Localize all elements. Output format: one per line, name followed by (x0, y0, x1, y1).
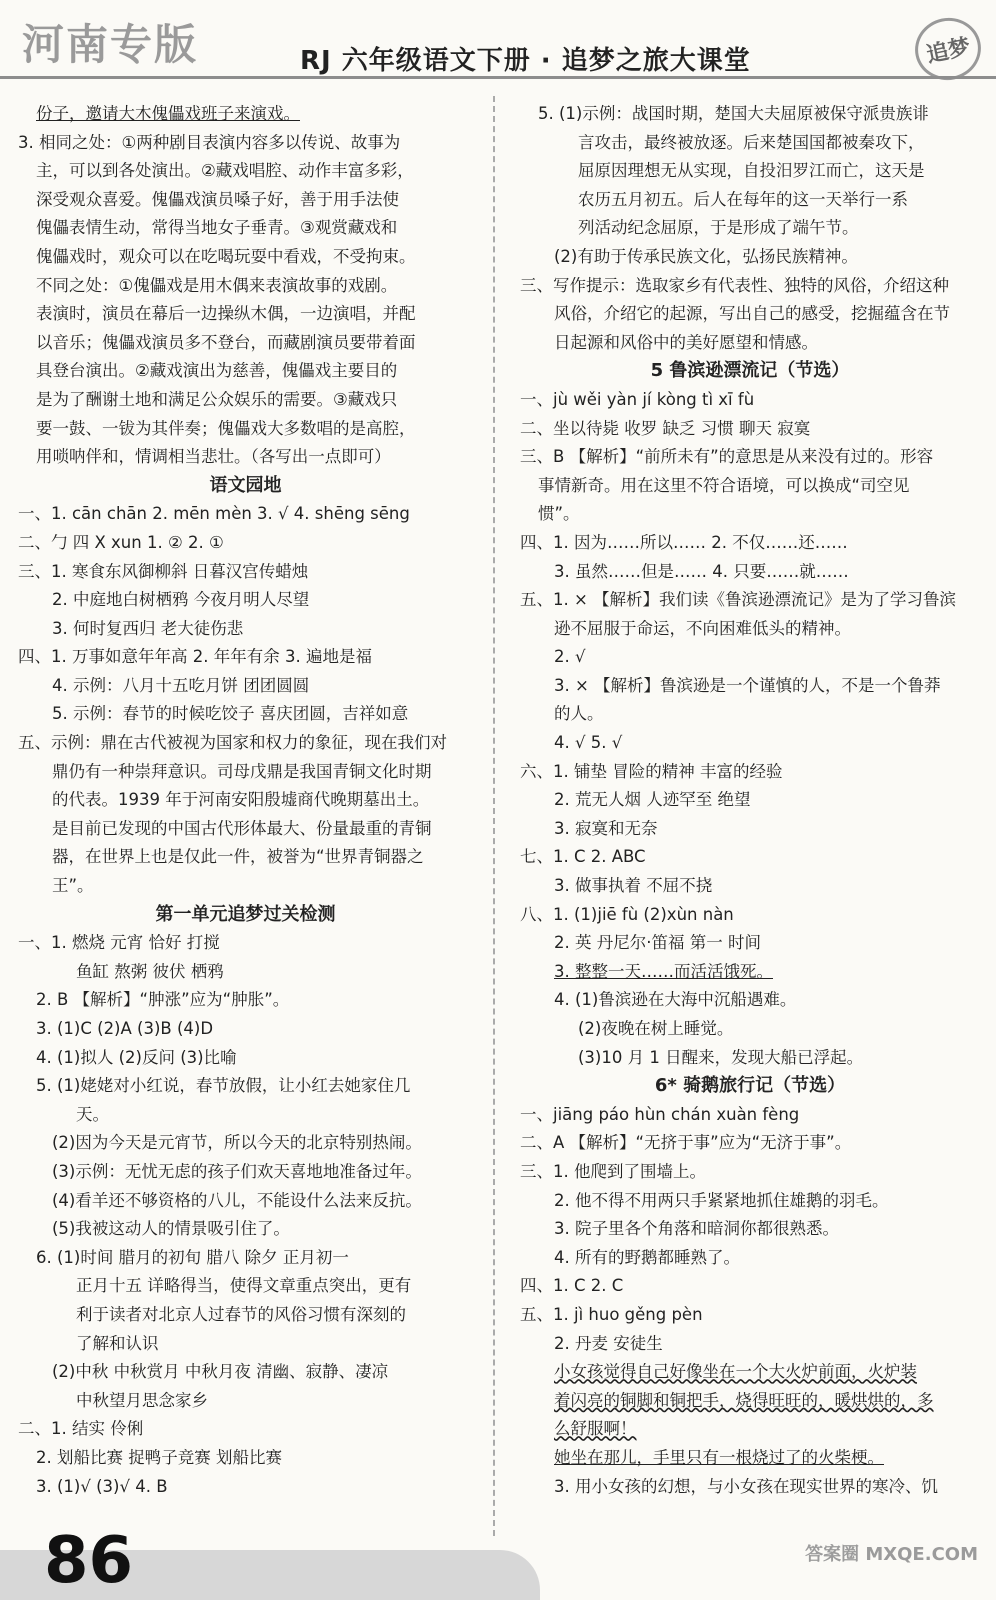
answer-line: 三、1. 他爬到了围墙上。 (520, 1161, 706, 1181)
answer-line: 是为了酬谢土地和满足公众娱乐的需要。③藏戏只 (36, 389, 398, 409)
answer-line: 4. √ 5. √ (554, 733, 623, 753)
answer-line: 5. 示例：春节的时候吃饺子 喜庆团圆，吉祥如意 (52, 704, 409, 724)
answer-line: 6. (1)时间 腊月的初旬 腊八 除夕 正月初一 (36, 1247, 349, 1267)
answer-line: (2)中秋 中秋赏月 中秋月夜 清幽、寂静、凄凉 (52, 1362, 389, 1382)
page-footer (0, 1524, 996, 1600)
answer-line: (4)看羊还不够资格的八儿，不能设什么法来反抗。 (52, 1190, 422, 1210)
answer-line: 2. 中庭地白树栖鸦 今夜月明人尽望 (52, 590, 310, 610)
answer-line: 表演时，演员在幕后一边操纵木偶，一边演唱，并配 (36, 304, 416, 324)
answer-line: 言攻击，最终被放逐。后来楚国国都被秦攻下， (578, 132, 925, 152)
answer-line: 王”。 (52, 876, 94, 896)
answer-line: 4. (1)鲁滨逊在大海中沉船遇难。 (554, 990, 797, 1010)
answer-line: 列活动纪念屈原，于是形成了端午节。 (578, 218, 859, 238)
answer-line: (2)因为今天是元宵节，所以今天的北京特别热闹。 (52, 1133, 422, 1153)
answer-line: 三、B 【解析】“前所未有”的意思是从来没有过的。形容 (520, 447, 934, 467)
answer-line: 2. 荒无人烟 人迹罕至 绝望 (554, 790, 751, 810)
answer-line: 五、1. jì huo gěng pèn (520, 1304, 703, 1324)
answer-line: 4. 示例：八月十五吃月饼 团团圆圆 (52, 675, 310, 695)
answer-line: 鱼缸 熬粥 彼伏 栖鸦 (76, 961, 224, 981)
edition-badge: 河南专版 (22, 20, 199, 69)
answer-line: 二、勹 四 X xun 1. ② 2. ① (18, 532, 224, 552)
answer-line: 3. (1)√ (3)√ 4. B (36, 1476, 168, 1496)
answer-line: 四、1. C 2. C (520, 1276, 624, 1296)
answer-line: 一、1. cān chān 2. mēn mèn 3. √ 4. shēng sēng (18, 504, 410, 524)
answer-line: 3. × 【解析】鲁滨逊是一个谨慎的人，不是一个鲁莽 (554, 675, 941, 695)
answer-line: 4. 所有的野鹅都睡熟了。 (554, 1247, 740, 1267)
answer-line: 要一鼓、一钹为其伴奏；傀儡戏大多数唱的是高腔， (36, 418, 416, 438)
answer-line: 用唢呐伴和，情调相当悲壮。（各写出一点即可） (36, 447, 391, 467)
answer-line: 器，在世界上也是仅此一件，被誉为“世界青铜器之 (52, 847, 424, 867)
answer-line: (3)10 月 1 日醒来，发现大船已浮起。 (578, 1047, 864, 1067)
answer-line: 小女孩觉得自己好像坐在一个大火炉前面，火炉装 (554, 1362, 917, 1382)
section-heading: 5 鲁滨逊漂流记（节选） (650, 360, 850, 382)
answer-line: 具登台演出。②藏戏演出为慈善，傀儡戏主要目的 (36, 361, 398, 381)
answer-line: 着闪亮的铜脚和铜把手，烧得旺旺的，暖烘烘的，多 (554, 1390, 934, 1410)
answer-line: 事情新奇。用在这里不符合语境，可以换成“司空见 (538, 475, 910, 495)
right-column (520, 100, 980, 1501)
section-heading: 语文园地 (209, 474, 282, 496)
answer-line: 是目前已发现的中国古代形体最大、份量最重的青铜 (52, 818, 432, 838)
answer-line: 日起源和风俗中的美好愿望和情感。 (554, 332, 818, 352)
answer-line: (3)示例：无忧无虑的孩子们欢天喜地地准备过年。 (52, 1161, 422, 1181)
answer-line: 2. 丹麦 安徒生 (554, 1333, 663, 1353)
answer-line: 六、1. 铺垫 冒险的精神 丰富的经验 (520, 761, 783, 781)
answer-line: 她坐在那儿，手里只有一根烧过了的火柴梗。 (554, 1447, 884, 1467)
watermark: 答案圈 MXQE.COM (805, 1544, 978, 1565)
book-title: RJ 六年级语文下册 · 追梦之旅大课堂 (300, 46, 751, 76)
answer-line: 以音乐；傀儡戏演员多不登台，而藏剧演员要带着面 (36, 332, 416, 352)
answer-line: 3. 何时复西归 老大徒伤悲 (52, 618, 244, 638)
answer-line: 5. (1)示例：战国时期，楚国大夫屈原被保守派贵族诽 (538, 104, 929, 123)
answer-line: (2)有助于传承民族文化，弘扬民族精神。 (554, 246, 858, 266)
answer-line: 逊不屈服于命运，不向困难低头的精神。 (554, 618, 851, 638)
page-header (0, 0, 996, 78)
answer-line: 二、A 【解析】“无挤于事”应为“无济于事”。 (520, 1133, 852, 1153)
answer-line: 四、1. 因为……所以…… 2. 不仅……还…… (520, 532, 848, 552)
answer-line: 不同之处：①傀儡戏是用木偶来表演故事的戏剧。 (36, 275, 398, 295)
answer-line: 中秋望月思念家乡 (76, 1390, 208, 1410)
answer-line: 八、1. (1)jiē fù (2)xùn nàn (520, 904, 734, 924)
answer-line: 五、1. × 【解析】我们读《鲁滨逊漂流记》是为了学习鲁滨 (520, 590, 957, 610)
answer-line: 3. (1)C (2)A (3)B (4)D (36, 1019, 214, 1038)
answer-line: 3. 寂寞和无奈 (554, 818, 658, 838)
answer-line: 的人。 (554, 704, 604, 724)
answer-line: 3. 相同之处：①两种剧目表演内容多以传说、故事为 (18, 132, 401, 152)
answer-line: (5)我被这动人的情景吸引住了。 (52, 1219, 290, 1239)
answer-line: 3. 院子里各个角落和暗洞你都很熟悉。 (554, 1219, 839, 1239)
answer-line: 傀儡戏时，观众可以在吃喝玩耍中看戏，不受拘束。 (36, 246, 416, 266)
answer-line: 风俗，介绍它的起源，写出自己的感受，挖掘蕴含在节 (554, 304, 950, 324)
answer-line: 了解和认识 (76, 1333, 159, 1353)
answer-line: 份子，邀请大木傀儡戏班子来演戏。 (36, 104, 300, 123)
answer-line: 2. B 【解析】“肿涨”应为“肿胀”。 (36, 990, 290, 1010)
answer-line: 三、1. 寒食东风御柳斜 日暮汉宫传蜡烛 (18, 561, 309, 581)
answer-line: 2. 英 丹尼尔·笛福 第一 时间 (554, 933, 761, 953)
answer-line: 2. 划船比赛 捉鸭子竞赛 划船比赛 (36, 1447, 282, 1467)
answer-line: 鼎仍有一种崇拜意识。司母戊鼎是我国青铜文化时期 (52, 761, 432, 781)
column-divider (493, 96, 495, 1536)
answer-line: 七、1. C 2. ABC (520, 847, 646, 867)
answer-line: (2)夜晚在树上睡觉。 (578, 1019, 734, 1038)
answer-line: 2. 他不得不用两只手紧紧地抓住雄鹅的羽毛。 (554, 1190, 889, 1210)
answer-line: 傀儡表情生动，常得当地女子垂青。③观赏藏戏和 (36, 218, 398, 238)
answer-line: 2. √ (554, 647, 586, 667)
page-number: 86 (44, 1524, 134, 1598)
answer-line: 天。 (76, 1104, 109, 1124)
section-heading: 第一单元追梦过关检测 (155, 903, 336, 925)
answer-line: 4. (1)拟人 (2)反问 (3)比喻 (36, 1047, 237, 1067)
answer-line: 利于读者对北京人过春节的风俗习惯有深刻的 (76, 1304, 406, 1324)
header-rule (0, 76, 996, 79)
answer-line: 四、1. 万事如意年年高 2. 年年有余 3. 遍地是福 (18, 647, 372, 667)
answer-line: 农历五月初五。后人在每年的这一天举行一系 (578, 189, 908, 209)
answer-line: 屈原因理想无从实现，自投汨罗江而亡，这天是 (578, 161, 925, 181)
left-column (18, 100, 473, 1501)
brand-logo: 追梦 (909, 12, 986, 86)
answer-line: 三、写作提示：选取家乡有代表性、独特的风俗，介绍这种 (520, 275, 949, 295)
answer-line: 正月十五 详略得当，使得文章重点突出，更有 (76, 1276, 412, 1296)
answer-line: 么舒服啊！ (554, 1419, 637, 1439)
answer-line: 3. 虽然……但是…… 4. 只要……就…… (554, 561, 849, 581)
section-heading: 6* 骑鹅旅行记（节选） (654, 1075, 846, 1097)
answer-line: 深受观众喜爱。傀儡戏演员嗓子好，善于用手法使 (36, 189, 399, 209)
answer-line: 二、坐以待毙 收罗 缺乏 习惯 聊天 寂寞 (520, 418, 811, 438)
answer-line: 3. 做事执着 不屈不挠 (554, 876, 713, 896)
answer-line: 3. 用小女孩的幻想，与小女孩在现实世界的寒冷、饥 (554, 1476, 938, 1496)
answer-line: 主，可以到各处演出。②藏戏唱腔、动作丰富多彩， (36, 161, 414, 181)
answer-line: 惯”。 (538, 504, 580, 524)
answer-line: 五、示例：鼎在古代被视为国家和权力的象征，现在我们对 (18, 733, 447, 753)
answer-line: 5. (1)姥姥对小红说，春节放假，让小红去她家住几 (36, 1076, 411, 1096)
answer-line: 一、jù wěi yàn jí kòng tì xī fù (520, 389, 755, 409)
answer-line: 二、1. 结实 伶俐 (18, 1419, 144, 1439)
answer-line: 一、jiāng páo hùn chán xuàn fèng (520, 1104, 800, 1124)
answer-line: 一、1. 燃烧 元宵 恰好 打搅 (18, 933, 220, 953)
answer-line: 的代表。1939 年于河南安阳殷墟商代晚期墓出土。 (52, 790, 430, 810)
answer-line: 3. 整整一天……而活活饿死。 (554, 961, 773, 981)
